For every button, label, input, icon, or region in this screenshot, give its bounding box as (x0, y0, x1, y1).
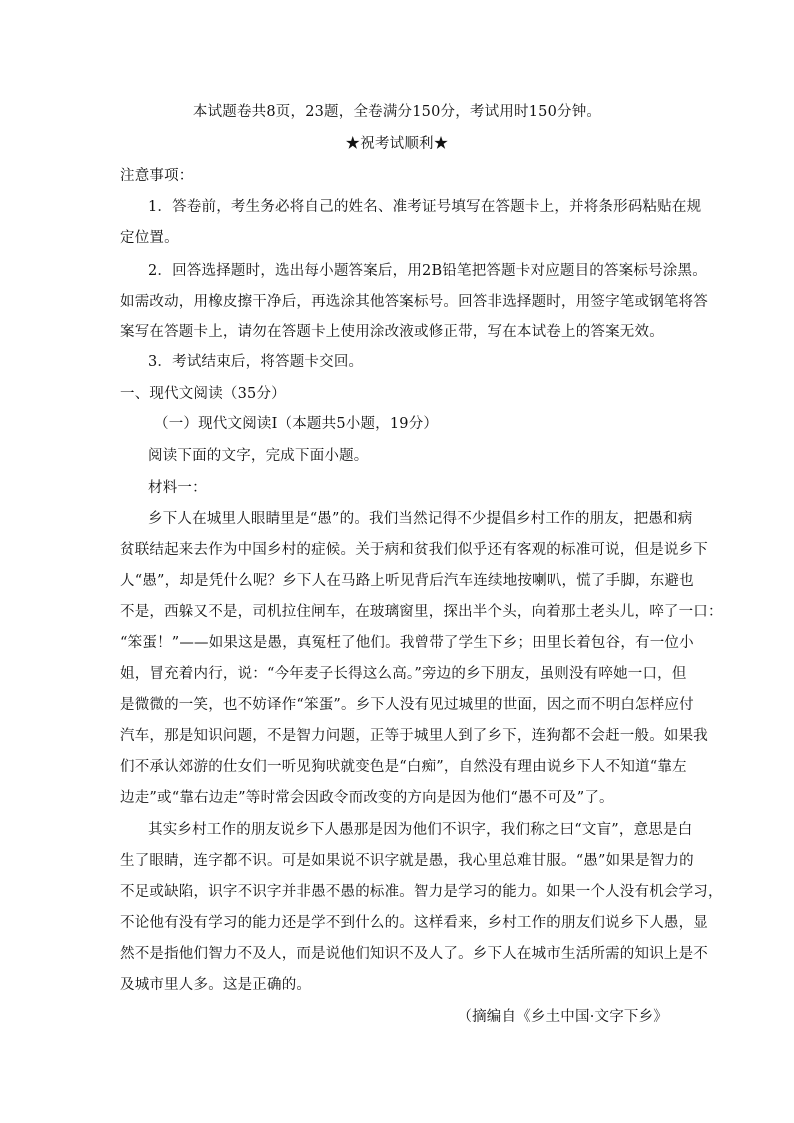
paragraph-line: 不是，西躲又不是，司机拉住闸车，在玻璃窗里，探出半个头，向着那土老头儿，啐了一口： (120, 604, 723, 620)
passage-source: （摘编自《乡土中国·文字下乡》 (457, 1009, 668, 1025)
note-item-2-line-1: 2．回答选择题时，选出每小题答案后，用2B铅笔把答题卡对应题目的答案标号涂黑。 (148, 263, 707, 279)
paragraph-line: 不论他有没有学习的能力还是学不到什么的。这样看来，乡村工作的朋友们说乡下人愚，显 (120, 915, 708, 931)
paragraph-line: 是微微的一笑，也不妨译作“笨蛋”。乡下人没有见过城里的世面，因之而不明白怎样应付 (120, 697, 694, 713)
paragraph-line: 边走”或“靠右边走”等时常会因政令而改变的方向是因为他们“愚不可及”了。 (120, 790, 614, 806)
note-item-2-line-2: 如需改动，用橡皮擦干净后，再选涂其他答案标号。回答非选择题时，用签字笔或钢笔将答 (120, 294, 708, 310)
note-item-1-line-2: 定位置。 (120, 230, 179, 246)
subsection-title: （一）现代文阅读Ⅰ（本题共5小题，19分） (154, 416, 439, 432)
exam-info: 本试题卷共8页，23题，全卷满分150分，考试用时150分钟。 (192, 104, 602, 120)
reading-instruction: 阅读下面的文字，完成下面小题。 (148, 448, 369, 464)
paragraph-line: 乡下人在城里人眼睛里是“愚”的。我们当然记得不少提倡乡村工作的朋友，把愚和病 (148, 511, 693, 527)
paragraph-line: 其实乡村工作的朋友说乡下人愚那是因为他们不识字，我们称之曰“文盲”，意思是白 (148, 822, 693, 838)
notes-title: 注意事项： (120, 168, 194, 184)
paragraph-line: 汽车，那是知识问题，不是智力问题，正等于城里人到了乡下，连狗都不会赶一般。如果我 (120, 728, 708, 744)
paragraph-line: 人“愚”，却是凭什么呢？乡下人在马路上听见背后汽车连续地按喇叭，慌了手脚，东避也 (120, 573, 694, 589)
paragraph-line: 不足或缺陷，识字不识字并非愚不愚的标准。智力是学习的能力。如果一个人没有机会学习， (120, 884, 723, 900)
note-item-2-line-3: 案写在答题卡上，请勿在答题卡上使用涂改液或修正带，写在本试卷上的答案无效。 (120, 324, 664, 340)
paragraph-line: 生了眼睛，连字都不识。可是如果说不识字就是愚，我心里总难甘服。“愚”如果是智力的 (120, 853, 694, 869)
material-label: 材料一： (148, 480, 207, 496)
good-luck-wish: ★祝考试顺利★ (345, 136, 449, 152)
note-item-3: 3．考试结束后，将答题卡交回。 (148, 354, 364, 370)
paragraph-line: 们不承认郊游的仕女们一听见狗吠就变色是“白痴”，自然没有理由说乡下人不知道“靠左 (120, 759, 687, 775)
paragraph-line: “笨蛋！”——如果这是愚，真冤枉了他们。我曾带了学生下乡；田里长着包谷，有一位小 (120, 635, 694, 651)
paragraph-line: 贫联结起来去作为中国乡村的症候。关于病和贫我们似乎还有客观的标准可说，但是说乡下 (120, 542, 708, 558)
section-title: 一、现代文阅读（35分） (120, 386, 286, 402)
paragraph-line: 及城市里人多。这是正确的。 (120, 977, 312, 993)
paragraph-line: 姐，冒充着内行，说：“今年麦子长得这么高。”旁边的乡下朋友，虽则没有啐她一口，但 (120, 666, 687, 682)
paragraph-line: 然不是指他们智力不及人，而是说他们知识不及人了。乡下人在城市生活所需的知识上是不 (120, 946, 708, 962)
note-item-1-line-1: 1．答卷前，考生务必将自己的姓名、准考证号填写在答题卡上，并将条形码粘贴在规 (148, 199, 702, 215)
